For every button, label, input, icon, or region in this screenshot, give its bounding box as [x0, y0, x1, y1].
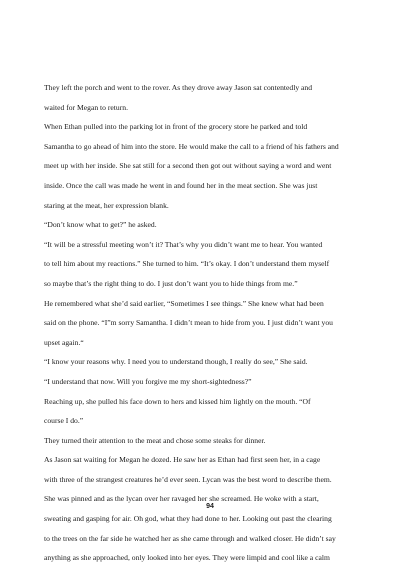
text-line: to tell him about my reactions.” She turned to him. “It’s okay. I don’t understand them myself: [44, 259, 330, 269]
text-line: They left the porch and went to the rover. As they drove away Jason sat contentedly and: [44, 83, 313, 92]
text-line: He remembered what she’d said earlier, “Sometimes I see things.” She knew what had been: [44, 298, 324, 308]
text-line: “I know your reasons why. I need you to understand though, I really do see,” She said.: [44, 357, 308, 367]
text-line: As Jason sat waiting for Megan he dozed. He saw her as Ethan had first seen her, in a cage: [44, 455, 321, 465]
text-line: When Ethan pulled into the parking lot in front of the grocery store he parked and told: [44, 122, 308, 132]
text-line: “I understand that now. Will you forgive me my short-sightedness?”: [44, 376, 252, 386]
text-line: meet up with her inside. She sat still for a second then got out without saying a word and went: [44, 161, 332, 171]
text-line: to the trees on the far side he watched her as she came through and walked closer. He didn’t say: [44, 533, 336, 543]
text-line: said on the phone. “I”m sorry Samantha. I didn’t mean to hide from you. I just didn’t want you: [44, 318, 333, 328]
text-line: sweating and gasping for air. Oh god, what they had done to her. Looking out past the clearing: [44, 514, 332, 524]
page-number: 94: [206, 503, 214, 510]
text-line: waited for Megan to return.: [44, 102, 128, 112]
text-line: staring at the meat, her expression blank.: [44, 200, 169, 210]
text-line: course I do.”: [44, 416, 84, 426]
body-text: [44, 78, 368, 568]
text-line: Reaching up, she pulled his face down to hers and kissed him lightly on the mouth. “Of: [44, 396, 311, 406]
text-line: so maybe that’s the right thing to do. I just don’t want you to hide things from me.”: [44, 278, 298, 288]
text-line: She was pinned and as the lycan over her ravaged her she screamed. He woke with a start,: [44, 494, 319, 504]
text-line: “Don’t know what to get?” he asked.: [44, 220, 157, 230]
text-line: inside. Once the call was made he went in and found her in the meat section. She was just: [44, 180, 318, 190]
text-line: upset again.“: [44, 337, 84, 347]
text-line: anything as she approached, only looked into her eyes. They were limpid and cool like a calm: [44, 553, 330, 563]
text-line: They turned their attention to the meat and chose some steaks for dinner.: [44, 435, 266, 445]
text-line: “It will be a stressful meeting won’t it? That’s why you didn’t want me to hear. You wanted: [44, 239, 323, 249]
text-line: with three of the strangest creatures he’d ever seen. Lycan was the best word to describe them.: [44, 474, 332, 484]
text-line: Samantha to go ahead of him into the store. He would make the call to a friend of his fathers and: [44, 141, 339, 151]
